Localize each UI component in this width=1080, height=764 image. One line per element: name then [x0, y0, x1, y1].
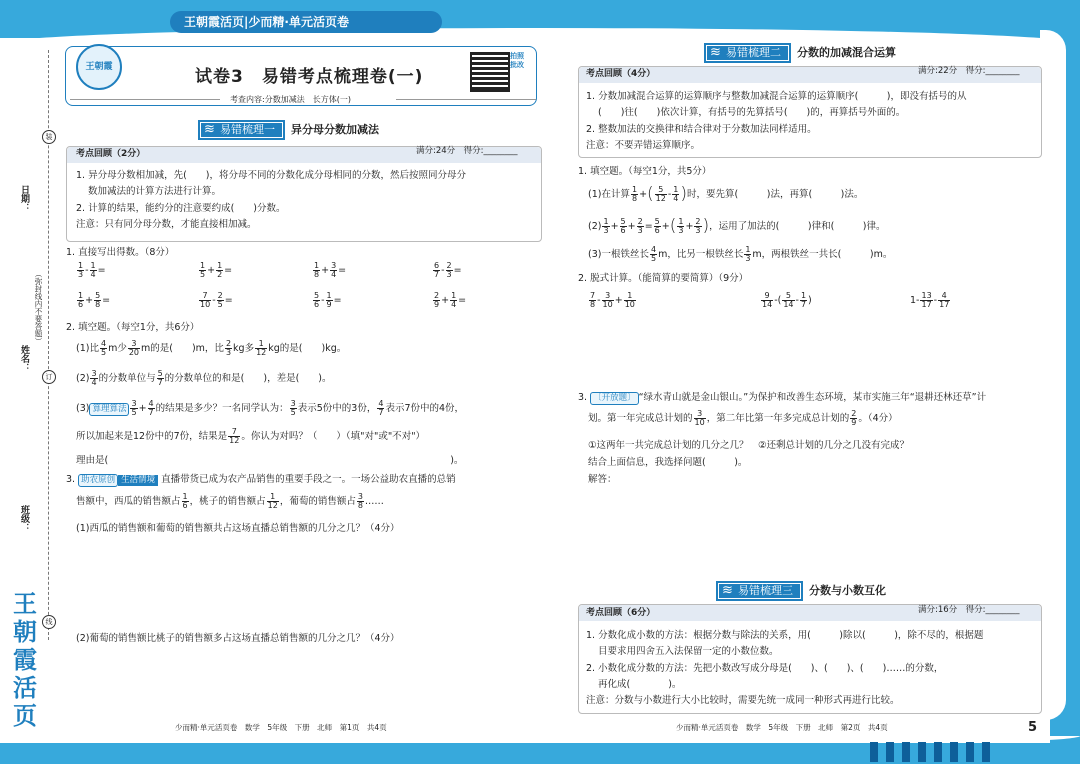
fraction: $\frac{2}{3}$: [225, 339, 232, 357]
l-q3: [66, 474, 456, 487]
text: m少: [108, 343, 127, 354]
r-q1-3: [588, 246, 892, 263]
r-q1-1: (1)在计算 $\frac{1}{8}$ +( $\frac{5}{12}$ - $\frac{1}{4}$ )时，要先算( )法，再算( )法。: [588, 184, 864, 204]
text: +: [685, 221, 694, 233]
calc-expression: [910, 292, 951, 309]
fraction: $\frac{1}{6}$: [182, 492, 188, 510]
text: 的分数单位与: [98, 373, 156, 384]
fraction: $\frac{2}{9}$: [851, 409, 857, 427]
operator: -: [441, 265, 445, 276]
text: 。（4分）: [858, 413, 898, 424]
fraction: $\frac{2}{3}$: [637, 217, 643, 236]
series-title: 王朝霞活页|少而精·单元活页卷: [170, 11, 442, 33]
text: +: [627, 221, 636, 233]
operator: +: [138, 403, 147, 414]
fraction: $\frac{4}{7}$: [378, 399, 384, 417]
text: ): [808, 295, 812, 306]
fraction: $\frac{3}{4}$: [91, 369, 97, 387]
text: m的是( )m，比: [141, 343, 224, 354]
calc-item: [432, 292, 466, 309]
section-1-title: 异分母分数加减法: [291, 123, 379, 136]
review-1-tag: 考点回顾（2分）: [76, 149, 146, 159]
text: 表示5份中的3份，: [297, 403, 377, 414]
page-number: 5: [1028, 720, 1038, 735]
operator: +: [441, 295, 450, 306]
fraction: $\frac{1}{4}$: [673, 185, 679, 204]
tag-help-farmers: 助农原创: [78, 474, 118, 487]
fraction: $\frac{5}{12}$: [655, 185, 666, 204]
fraction: $\frac{9}{14}$: [762, 291, 773, 309]
l-q2-3b: [76, 428, 425, 445]
fraction: $\frac{13}{17}$: [921, 291, 932, 309]
review-1-line-3: 2. 计算的结果，能约分的注意要约成( )分数。: [76, 203, 286, 214]
fraction: $\frac{1}{3}$: [78, 261, 84, 279]
review-3-tag: 考点回顾（6分）: [586, 608, 656, 618]
section-2-title: 分数的加减混合运算: [797, 46, 896, 59]
section-3-header: [716, 581, 886, 599]
text: (3)一根铁丝长: [588, 249, 649, 260]
r-q1-2: (2) $\frac{1}{3}$ + $\frac{5}{6}$ + $\frac{2}{3}$ = $\frac{5}{6}$ +( $\frac{1}{3}$ + $\frac{2}{3}$ )，运用了加法的( )律和( )律。: [588, 216, 886, 236]
text: 划。第一年完成总计划的: [588, 413, 693, 424]
fraction: $\frac{2}{9}$: [434, 291, 440, 309]
section-1-badge: ≋ 易错梳理一: [198, 120, 285, 140]
calc-item: [198, 292, 233, 309]
text: 的结果是多少？一名同学认为：: [155, 403, 289, 414]
text: ，葡萄的销售额占: [279, 496, 356, 507]
text: (1)在计算: [588, 189, 630, 201]
equals: =: [224, 265, 233, 276]
text: ，桃子的销售额占: [189, 496, 266, 507]
fraction: $\frac{3}{4}$: [331, 261, 337, 279]
rule-left: [70, 99, 220, 100]
footer-stripes: [870, 742, 990, 762]
tag-reasoning: 算理算法: [89, 403, 129, 416]
l-q2-title: 2. 填空题。（每空1分，共6分）: [66, 322, 200, 333]
right-footer: 少而精·单元活页卷 数学 5年级 下册 北师 第2页 共4页: [676, 723, 888, 732]
section-1-header: [198, 120, 379, 138]
text: 1-: [910, 295, 920, 306]
text: (3): [76, 403, 90, 414]
calc-item: [312, 292, 342, 309]
operator: -: [85, 265, 89, 276]
r-q3-c: ①这两年一共完成总计划的几分之几？ ②还剩总计划的几分之几没有完成？: [588, 440, 910, 451]
fraction: $\frac{5}{14}$: [783, 291, 794, 309]
qr-label: 拍照批改: [510, 52, 524, 69]
calc-item: [76, 262, 106, 279]
text: -: [933, 295, 938, 306]
score-2: 满分:22分 得分:________: [918, 66, 1020, 76]
fraction: $\frac{5}{6}$: [314, 291, 320, 309]
calc-item: [198, 262, 232, 279]
review-1-line-2: 数加减法的计算方法进行计算。: [88, 186, 222, 197]
section-3-title: 分数与小数互化: [809, 584, 886, 597]
text: 售额中，西瓜的销售额占: [76, 496, 181, 507]
tag-open-question: 〔开放题〕: [590, 392, 639, 405]
operator: +: [207, 265, 216, 276]
text: 。你认为对吗？（ ）（填"对"或"不对"）: [241, 431, 426, 442]
calc-item: [76, 292, 110, 309]
text: m，比另一根铁丝长: [658, 249, 744, 260]
fraction: $\frac{1}{8}$: [314, 261, 320, 279]
l-q2-3-reason: 理由是( )。: [76, 455, 464, 466]
l-q2-3: [76, 400, 464, 417]
operator: +: [85, 295, 94, 306]
calc-expression: [588, 292, 637, 309]
rule-right: [396, 99, 536, 100]
fraction: $\frac{1}{4}$: [451, 291, 457, 309]
text: ，运用了加法的( )律和( )律。: [709, 221, 886, 233]
review-3-note: 注意：分数与小数进行大小比较时，需要先统一成同一种形式再进行比较。: [586, 695, 900, 706]
fraction: $\frac{7}{8}$: [590, 291, 596, 309]
seal-note: （弥封线内不要答题）: [34, 270, 43, 345]
r-q3: 3. 〔开放题〕 “绿水青山就是金山银山。”为保护和改善生态环境，某市实施三年“退耕还林还草”计: [578, 392, 987, 403]
calc-item: [312, 262, 346, 279]
review-3-line-3: 2. 小数化成分数的方法：先把小数改写成分母是( )、( )、( )……的分数，: [586, 663, 944, 674]
section-2-header: [704, 43, 896, 61]
fraction: $\frac{7}{12}$: [229, 427, 240, 445]
text: -: [597, 295, 601, 306]
fraction: $\frac{1}{4}$: [90, 261, 96, 279]
review-1-line-1: 1. 异分母分数相加减，先( )，将分母不同的分数化成分母相同的分数，然后按照同分母分: [76, 170, 466, 181]
fraction: $\frac{1}{2}$: [217, 261, 223, 279]
r-q1-title: 1. 填空题。（每空1分，共5分）: [578, 166, 712, 177]
text: +: [661, 221, 670, 233]
calc-item: [432, 262, 462, 279]
score-1: 满分:24分 得分:________: [416, 146, 518, 156]
fraction: $\frac{4}{7}$: [148, 399, 154, 417]
fraction: $\frac{4}{5}$: [100, 339, 107, 357]
text: (2): [76, 373, 90, 384]
seal-circle-3: 线: [42, 615, 56, 629]
review-2-line-3: 2. 整数加法的交换律和结合律对于分数加法同样适用。: [586, 124, 817, 135]
l-q3-text-a: 直播带货已成为农产品销售的重要手段之一。一场公益助农直播的总销: [161, 474, 456, 485]
text: =: [644, 221, 653, 233]
fraction: $\frac{3}{10}$: [694, 409, 705, 427]
score-3: 满分:16分 得分:________: [918, 605, 1020, 615]
l-q1-title: 1. 直接写出得数。（8分）: [66, 247, 175, 258]
operator: -: [321, 295, 325, 306]
text: -: [795, 295, 799, 306]
section-3-badge: ≋ 易错梳理三: [716, 581, 803, 601]
fraction: $\frac{4}{17}$: [939, 291, 950, 309]
left-footer: 少而精·单元活页卷 数学 5年级 下册 北师 第1页 共4页: [175, 723, 387, 732]
fraction: $\frac{1}{3}$: [603, 217, 609, 236]
fraction: $\frac{2}{3}$: [446, 261, 452, 279]
text: 表示7份中的4份，: [385, 403, 465, 414]
review-2-line-2: ( )往( )依次计算，有括号的先算括号( )的，再算括号外面的。: [598, 107, 906, 118]
brand-logo-text: 王朝霞活页: [13, 589, 37, 730]
fraction: $\frac{1}{3}$: [745, 245, 751, 263]
text: 时，要先算( )法，再算( )法。: [687, 189, 864, 201]
review-2-line-1: 1. 分数加减混合运算的运算顺序与整数加减混合运算的运算顺序( )，即没有括号的从: [586, 91, 967, 102]
l-q3-b: [76, 493, 384, 510]
review-3-line-2: 目要求用四舍五入法保留一定的小数位数。: [598, 646, 779, 657]
operator: -: [212, 295, 216, 306]
review-3-line-1: 1. 分数化成小数的方法：根据分数与除法的关系，用( )除以( )，除不尽的，根据题: [586, 630, 984, 641]
equals: =: [333, 295, 342, 306]
l-q3-2: (2)葡萄的销售额比桃子的销售额多占这场直播总销售额的几分之几？（4分）: [76, 633, 400, 644]
review-2-tag: 考点回顾（4分）: [586, 69, 656, 79]
fraction: $\frac{1}{9}$: [326, 291, 332, 309]
fraction: $\frac{1}{10}$: [624, 291, 635, 309]
fraction: $\frac{3}{20}$: [128, 339, 140, 357]
text: m，两根铁丝一共长( )m。: [752, 249, 893, 260]
seal-circle-2: 订: [42, 370, 56, 384]
l-q2-1: [76, 340, 346, 357]
fraction: $\frac{4}{5}$: [650, 245, 657, 263]
text: ，第二年比第一年多完成总计划的: [706, 413, 850, 424]
review-1-note: 注意：只有同分母分数，才能直接相加减。: [76, 219, 257, 230]
review-2-note: 注意：不要弄错运算顺序。: [586, 140, 701, 151]
equals: =: [453, 265, 462, 276]
text: kg多: [233, 343, 255, 354]
equals: =: [338, 265, 347, 276]
fraction: $\frac{1}{3}$: [678, 217, 684, 236]
l-q3-num: 3.: [66, 474, 76, 485]
review-3-line-4: 再化成( )。: [598, 679, 682, 690]
equals: =: [224, 295, 233, 306]
fraction: $\frac{1}{12}$: [256, 339, 267, 357]
fraction: $\frac{5}{7}$: [157, 369, 163, 387]
fraction: $\frac{6}{7}$: [434, 261, 440, 279]
fraction: $\frac{1}{7}$: [800, 291, 807, 309]
text: +: [614, 295, 623, 306]
qr-code-icon[interactable]: [470, 52, 510, 92]
equals: =: [97, 265, 106, 276]
equals: =: [102, 295, 111, 306]
section-2-badge: ≋ 易错梳理二: [704, 43, 791, 63]
l-q2-2: [76, 370, 332, 387]
fraction: $\frac{2}{5}$: [217, 291, 223, 309]
fraction: $\frac{3}{8}$: [357, 492, 363, 510]
class-label: 班级：: [19, 505, 29, 532]
r-q2-title: 2. 脱式计算。（能简算的要简算）（9分）: [578, 273, 749, 284]
operator: -: [667, 189, 672, 201]
calc-expression: [760, 292, 812, 309]
fraction: $\frac{1}{5}$: [200, 261, 206, 279]
r-q3-answer: 解答：: [588, 474, 617, 485]
publisher-logo: 王朝霞: [76, 44, 122, 90]
exam-title: 试卷3 易错考点梳理卷(一): [195, 67, 424, 87]
text: ……: [364, 496, 384, 507]
text: +: [610, 221, 619, 233]
text: 所以加起来是12份中的7份，结果是: [76, 431, 228, 442]
date-label: 日期：: [19, 185, 29, 212]
fraction: $\frac{7}{10}$: [200, 291, 211, 309]
fraction: $\frac{2}{3}$: [695, 217, 701, 236]
equals: =: [458, 295, 467, 306]
tag-life-scenario: 生活情境: [118, 475, 158, 486]
fraction: $\frac{1}{8}$: [631, 185, 638, 204]
fraction: $\frac{1}{12}$: [267, 492, 278, 510]
text: -(: [774, 295, 782, 306]
operator: +: [639, 189, 648, 201]
r-q3-b: [588, 410, 898, 427]
fraction: $\frac{5}{6}$: [620, 217, 626, 236]
fraction: $\frac{3}{5}$: [290, 399, 296, 417]
fraction: $\frac{3}{5}$: [131, 399, 137, 417]
fraction: $\frac{5}{6}$: [654, 217, 660, 236]
r-q3-text-a: “绿水青山就是金山银山。”为保护和改善生态环境，某市实施三年“退耕还林还草”计: [638, 392, 987, 403]
text: (2): [588, 221, 602, 233]
exam-content: 考查内容:分数加减法 长方体(一): [230, 95, 351, 104]
text: (1)比: [76, 343, 99, 354]
l-q3-1: (1)西瓜的销售额和葡萄的销售额共占这场直播总销售额的几分之几？（4分）: [76, 523, 400, 534]
name-label: 姓名：: [19, 345, 29, 372]
text: kg的是( )kg。: [268, 343, 347, 354]
fraction: $\frac{3}{10}$: [602, 291, 613, 309]
right-edge-inner: [1040, 30, 1066, 720]
r-q3-d: 结合上面信息，我选择问题( )。: [588, 457, 748, 468]
text: 的分数单位的和是( )，差是( )。: [164, 373, 332, 384]
operator: +: [321, 265, 330, 276]
seal-circle-1: 装: [42, 130, 56, 144]
fraction: $\frac{1}{6}$: [78, 291, 84, 309]
fraction: $\frac{5}{8}$: [95, 291, 101, 309]
